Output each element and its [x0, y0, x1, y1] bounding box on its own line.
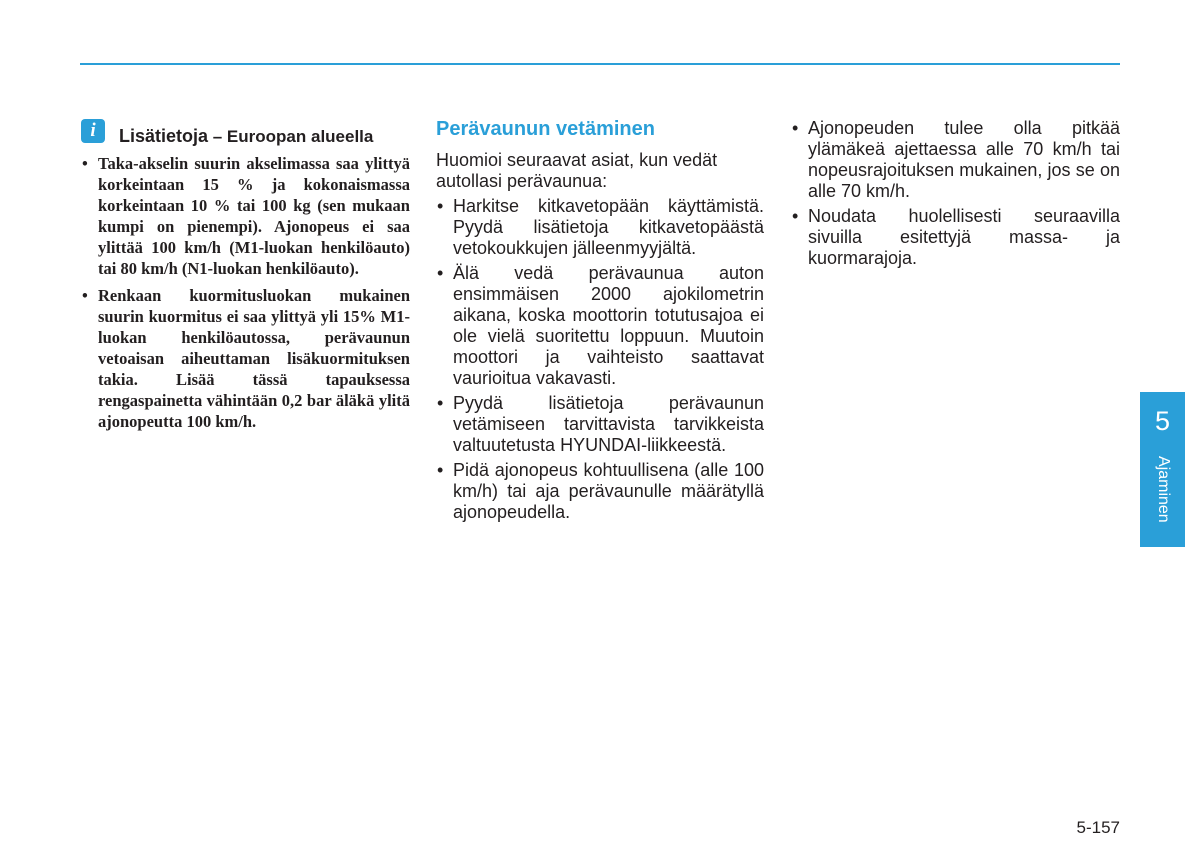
- info-note: [80, 118, 410, 438]
- towing-list: [436, 196, 764, 523]
- header-rule: [80, 63, 1120, 65]
- info-note-item: • Taka-akselin suurin akselimassa saa ylittyä korkeintaan 15 % ja kokonaismassa korkeintaan 10 % tai 100 kg (sen mukaan kumpi on pienempi). Ajonopeus ei saa ylittää 100 km/h (M1-luokan henkilöauto) tai 80 km/h (N1-luokan henkilöauto).: [80, 153, 410, 279]
- list-item: • Pidä ajonopeus kohtuullisena (alle 100 km/h) tai aja perävaunulle määrätyllä ajonopeudella.: [436, 460, 764, 523]
- list-item: • Ajonopeuden tulee olla pitkää ylämäkeä ajettaessa alle 70 km/h tai nopeusrajoituksen mukainen, jos se on alle 70 km/h.: [791, 118, 1120, 202]
- info-note-header: [80, 118, 410, 147]
- info-note-item: • Renkaan kuormitusluokan mukainen suurin kuormitus ei saa ylittyä yli 15% M1-luokan henkilöautossa, perävaunun vetoaisan aiheuttaman lisäkuormituksen takia. Lisää tässä tapauksessa rengaspainetta vähintään 0,2 bar äläkä ylitä ajonopeutta 100 km/h.: [80, 285, 410, 432]
- chapter-tab: [1140, 392, 1185, 547]
- list-item: • Älä vedä perävaunua auton ensimmäisen 2000 ajokilometrin aikana, koska moottorin totutusajoa ei ole vielä suoritettu loppuun. Muutoin moottori ja vaihteisto saattavat vaurioitua vakavasti.: [436, 263, 764, 389]
- list-item: • Pyydä lisätietoja perävaunun vetämiseen tarvittavista tarvikkeista valtuutetusta HYUNDAI-liikkeestä.: [436, 393, 764, 456]
- section-intro: Huomioi seuraavat asiat, kun vedät autollasi perävaunua:: [436, 150, 718, 191]
- list-item: • Harkitse kitkavetopään käyttämistä. Pyydä lisätietoja kitkavetopäästä vetokoukkujen jälleenmyyjältä.: [436, 196, 764, 259]
- section-title: Perävaunun vetäminen: [436, 118, 655, 140]
- continued-list: [791, 118, 1120, 269]
- info-note-title-sub: – Euroopan alueella: [208, 127, 374, 146]
- chapter-number: 5: [1154, 406, 1171, 436]
- continued-section: [791, 118, 1120, 273]
- page-number: 5-157: [1076, 818, 1120, 837]
- chapter-label: Ajaminen: [1155, 456, 1172, 523]
- info-note-list: [80, 153, 410, 432]
- info-note-title: [119, 118, 410, 147]
- towing-section: [436, 118, 764, 527]
- info-icon: i: [81, 119, 105, 143]
- list-item: • Noudata huolellisesti seuraavilla sivuilla esitettyjä massa- ja kuormarajoja.: [791, 206, 1120, 269]
- info-note-title-main: Lisätietoja: [119, 126, 209, 146]
